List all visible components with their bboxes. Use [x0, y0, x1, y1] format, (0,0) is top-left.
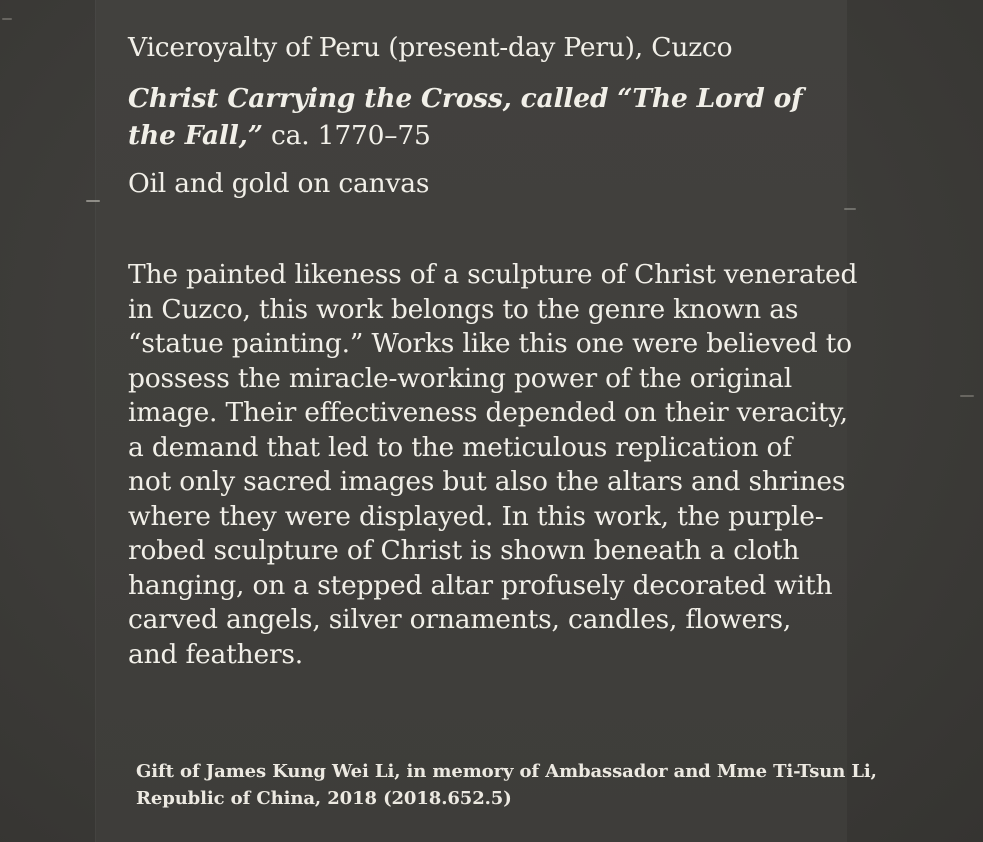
credit-line-2: Republic of China, 2018 (2018.652.5) — [136, 788, 512, 809]
artwork-origin: Viceroyalty of Peru (present-day Peru), Cuzco — [128, 32, 733, 63]
description-line: “statue painting.” Works like this one were believed to — [128, 328, 852, 359]
wall-scratch — [2, 18, 12, 20]
description-line: The painted likeness of a sculpture of Christ venerated — [128, 259, 858, 290]
credit-line — [136, 758, 877, 812]
description-line: carved angels, silver ornaments, candles, flowers, — [128, 604, 792, 635]
description-line: hanging, on a stepped altar profusely decorated with — [128, 569, 833, 601]
description-line: not only sacred images but also the altars and shrines — [128, 466, 846, 497]
artwork-description — [128, 258, 858, 672]
description-line: where they were displayed. In this work, the purple- — [128, 500, 824, 532]
description-line: possess the miracle-working power of the original — [128, 362, 793, 394]
artwork-title-part-1: Christ Carrying the Cross, called “The Lord of — [128, 83, 803, 114]
wall-scratch — [960, 395, 974, 397]
description-line: robed sculpture of Christ is shown beneath a cloth — [128, 535, 800, 566]
description-line: in Cuzco, this work belongs to the genre known as — [128, 293, 799, 325]
artwork-date: ca. 1770–75 — [270, 120, 431, 151]
artwork-title-part-2: the Fall,” — [128, 120, 263, 151]
artwork-title-line — [128, 80, 843, 154]
label-text-block — [128, 30, 858, 672]
wall-scratch — [86, 200, 100, 202]
credit-line-1: Gift of James Kung Wei Li, in memory of Ambassador and Mme Ti-Tsun Li, — [136, 761, 877, 782]
description-line: and feathers. — [128, 638, 304, 670]
description-line: image. Their effectiveness depended on their veracity, — [128, 397, 848, 428]
description-line: a demand that led to the meticulous replication of — [128, 431, 792, 463]
wall-scratch — [844, 208, 856, 210]
artwork-medium: Oil and gold on canvas — [128, 168, 430, 199]
